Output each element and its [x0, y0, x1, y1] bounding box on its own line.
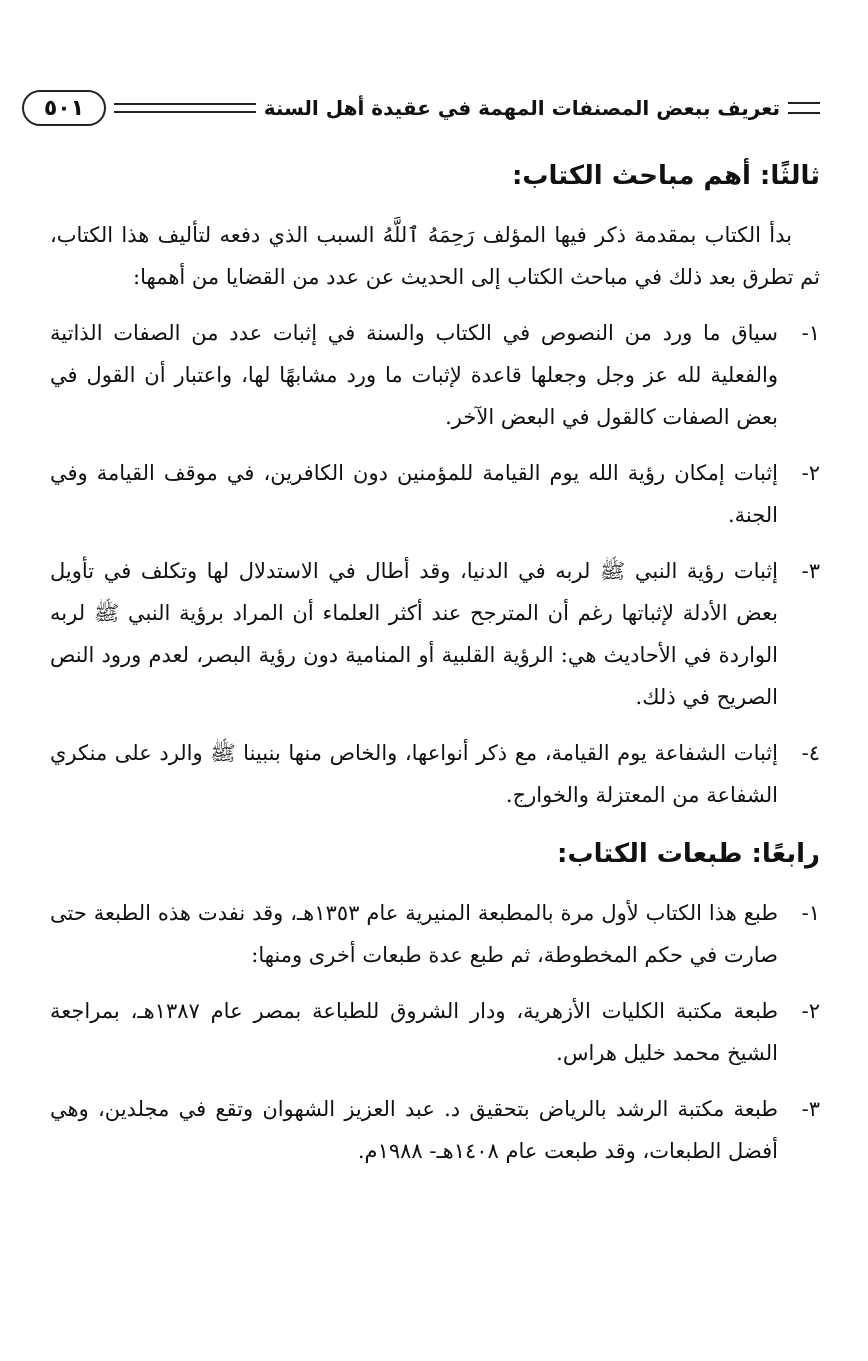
- topics-list: [50, 312, 820, 816]
- list-item-number: ٤-: [801, 741, 820, 765]
- list-item-text: سياق ما ورد من النصوص في الكتاب والسنة في إثبات عدد من الصفات الذاتية والفعلية لله عز وجل وجعلها قاعدة لإثبات ما ورد مشابهًا لها، واعتبار أن القول في بعض الصفات كالقول في البعض الآخر.: [50, 321, 778, 429]
- list-item: [50, 312, 820, 438]
- section-heading-topics: ثالثًا: أهم مباحث الكتاب:: [512, 161, 820, 191]
- list-item: [50, 550, 820, 718]
- list-item-text: إثبات رؤية النبي ﷺ لربه في الدنيا، وقد أطال في الاستدلال لها وتكلف في تأويل بعض الأدلة لإثباتها رغم أن المترجح عند أكثر العلماء أن المراد برؤية النبي ﷺ لربه الواردة في الأحاديث هي: الرؤية القلبية أو المنامية دون رؤية البصر، لعدم ورود النص الصريح في ذلك.: [50, 559, 778, 709]
- list-item-text: طبعة مكتبة الكليات الأزهرية، ودار الشروق للطباعة بمصر عام ١٣٨٧هـ، بمراجعة الشيخ محمد خليل هراس.: [50, 999, 778, 1065]
- list-item-number: ٣-: [801, 559, 820, 583]
- list-item-number: ٢-: [801, 999, 820, 1023]
- list-item-text: طبع هذا الكتاب لأول مرة بالمطبعة المنيرية عام ١٣٥٣هـ، وقد نفدت هذه الطبعة حتى صارت في حكم المخطوطة، ثم طبع عدة طبعات أخرى ومنها:: [50, 901, 779, 967]
- section-heading-editions: رابعًا: طبعات الكتاب:: [557, 839, 820, 869]
- list-item: [50, 892, 820, 976]
- list-item: [50, 452, 820, 536]
- list-item-number: ٣-: [801, 1097, 820, 1121]
- list-item-text: إثبات إمكان رؤية الله يوم القيامة للمؤمنين دون الكافرين، في موقف القيامة وفي الجنة.: [50, 461, 778, 527]
- header-title: تعريف ببعض المصنفات المهمة في عقيدة أهل السنة: [263, 96, 780, 120]
- list-item-text: إثبات الشفاعة يوم القيامة، مع ذكر أنواعها، والخاص منها بنبينا ﷺ والرد على منكري الشفاعة من المعتزلة والخوارج.: [50, 741, 778, 807]
- page-number: ٥٠١: [22, 90, 106, 126]
- list-item-text: طبعة مكتبة الرشد بالرياض بتحقيق د. عبد العزيز الشهوان وتقع في مجلدين، وهي أفضل الطبعات، وقد طبعت عام ١٤٠٨هـ- ١٩٨٨م.: [50, 1097, 778, 1163]
- page-body: [50, 140, 820, 1186]
- list-item: [50, 732, 820, 816]
- list-item: [50, 1088, 820, 1172]
- editions-list: [50, 892, 820, 1172]
- running-header: [22, 86, 820, 130]
- header-rule: [114, 103, 256, 113]
- list-item-number: ٢-: [801, 461, 820, 485]
- list-item-number: ١-: [801, 321, 820, 345]
- list-item-number: ١-: [801, 901, 820, 925]
- section-intro-paragraph: بدأ الكتاب بمقدمة ذكر فيها المؤلف رَحِمَهُ ٱللَّهُ السبب الذي دفعه لتأليف هذا الكتاب، ثم تطرق بعد ذلك في مباحث الكتاب إلى الحديث عن عدد من القضايا من أهمها:: [50, 223, 820, 289]
- list-item: [50, 990, 820, 1074]
- header-ornament: [788, 102, 820, 114]
